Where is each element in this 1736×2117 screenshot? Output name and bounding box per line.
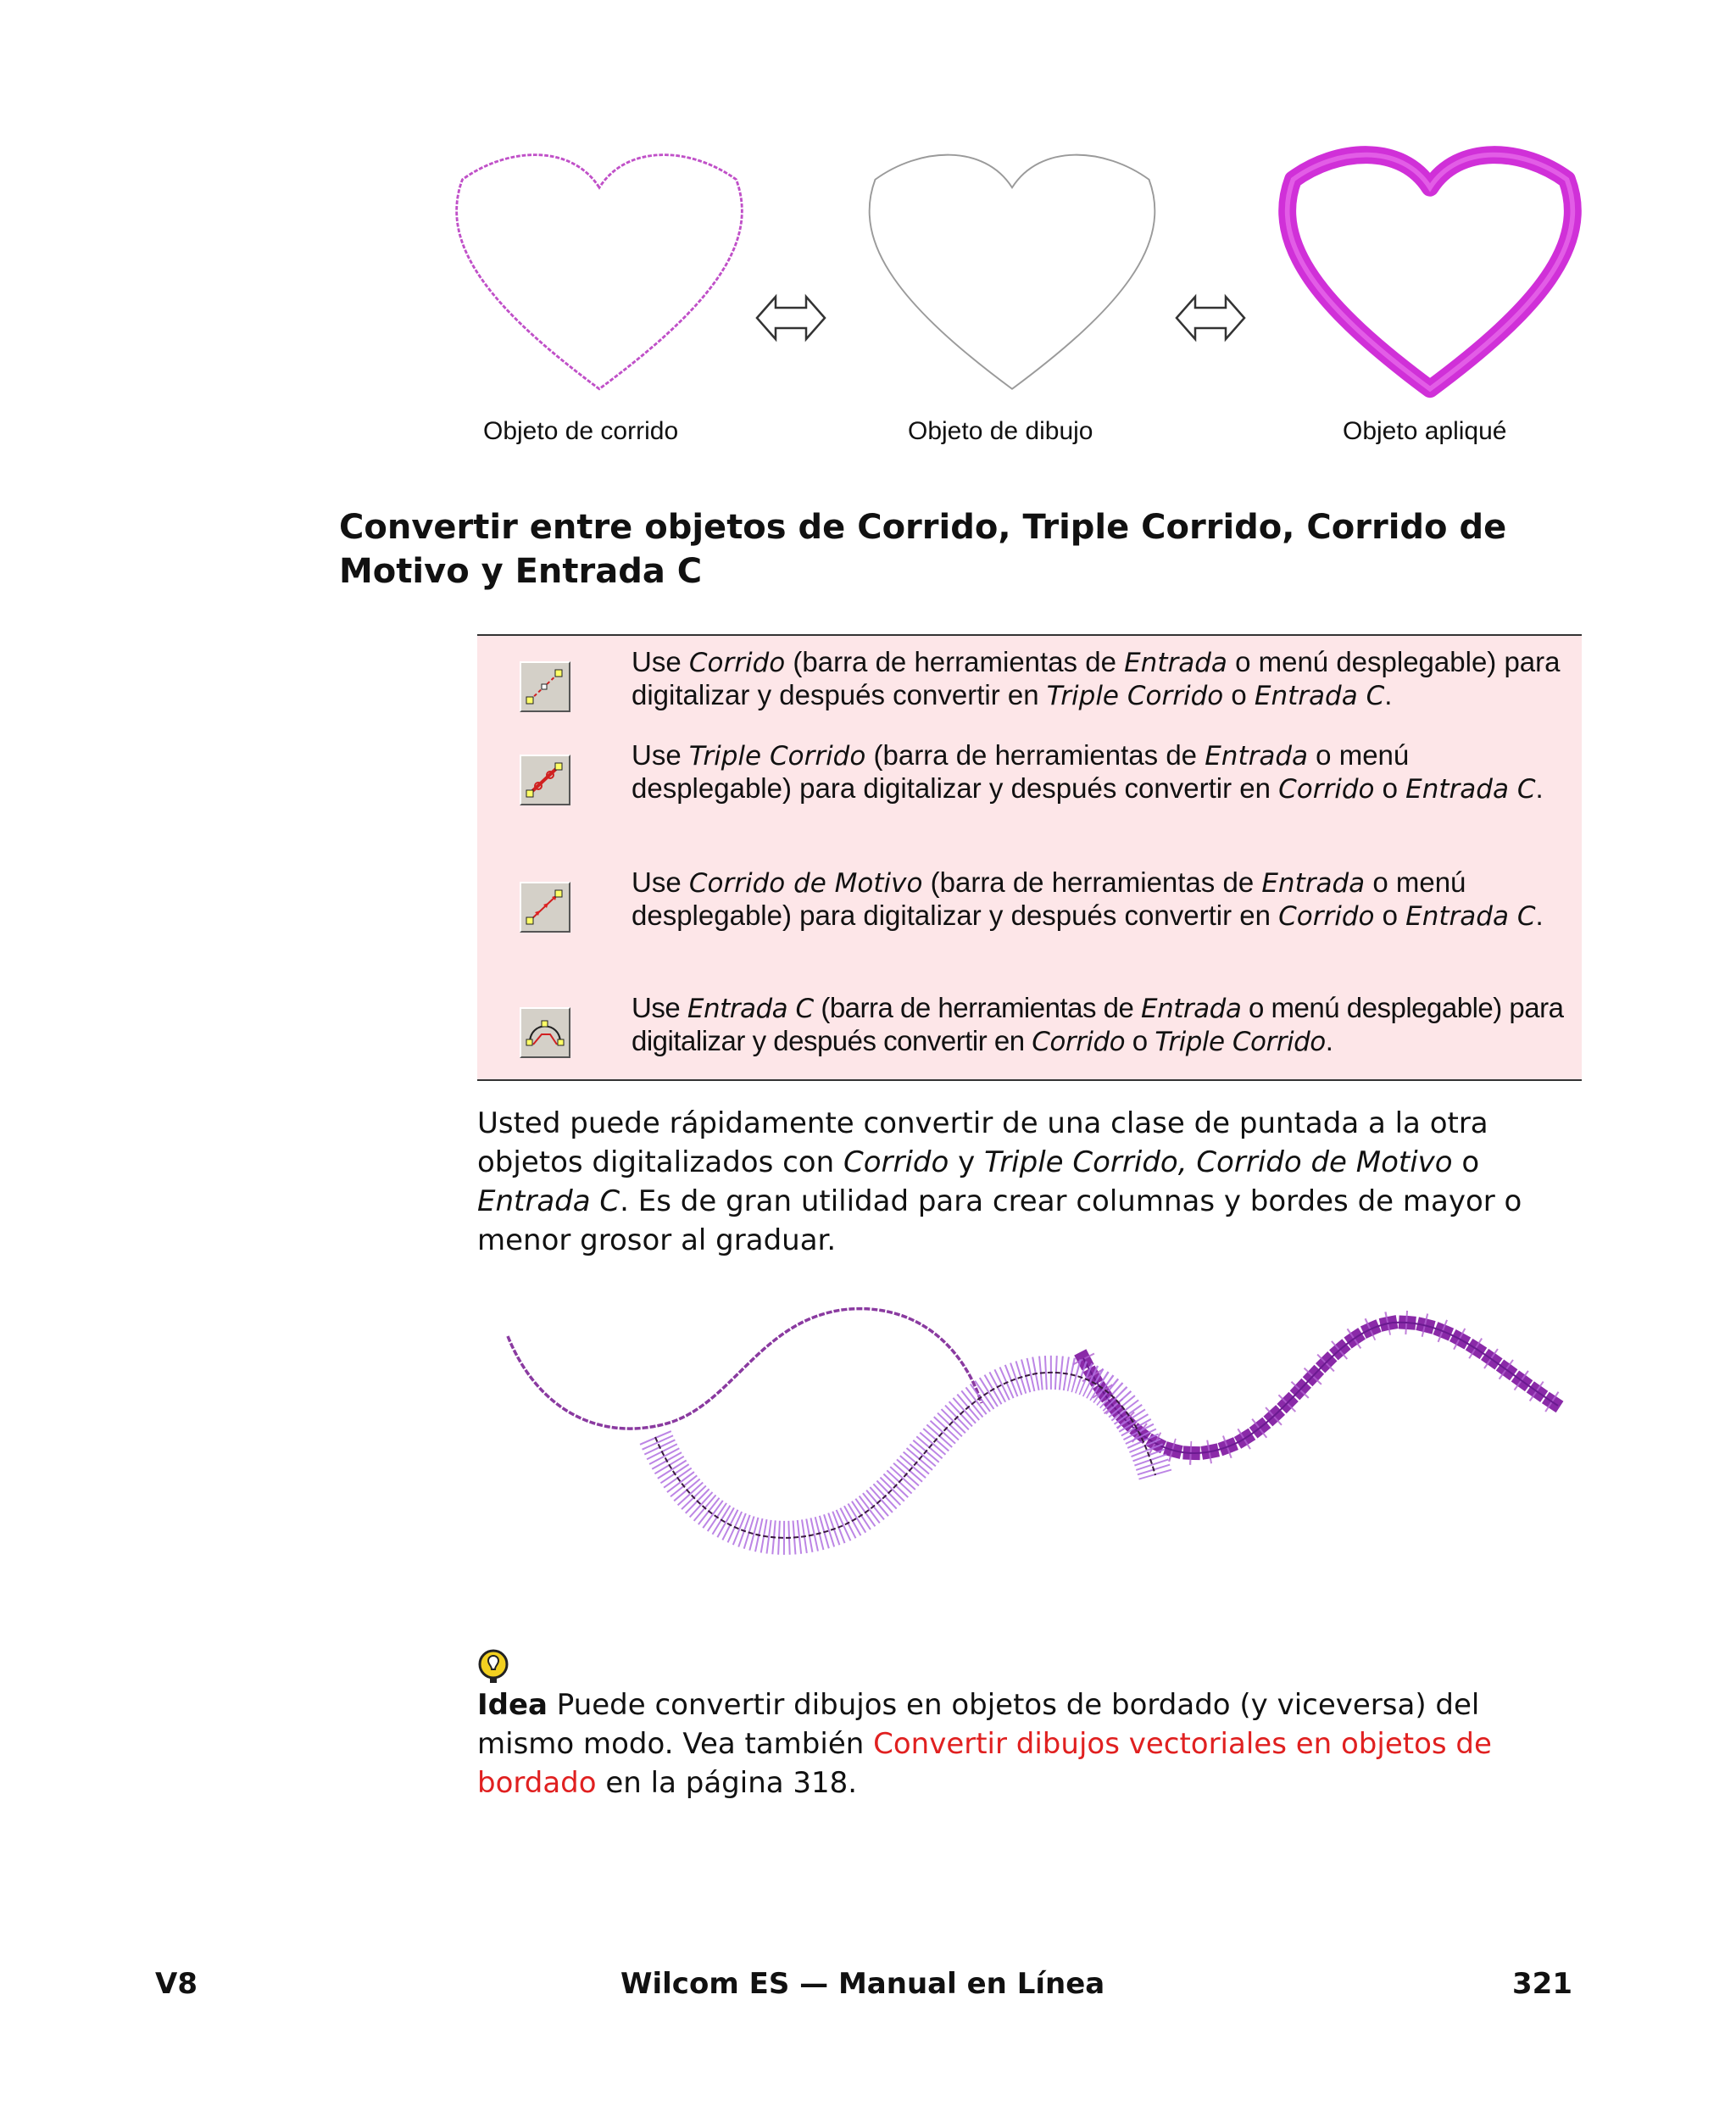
caption-drawing-object: Objeto de dibujo	[908, 417, 1093, 445]
run-object-heart	[457, 155, 743, 389]
footer-title: Wilcom ES — Manual en Línea	[620, 1967, 1105, 2001]
tools-table	[477, 634, 1582, 1081]
input-c-stitch-sample	[1083, 1323, 1558, 1453]
idea-label: Idea	[477, 1688, 548, 1722]
body-paragraph: Usted puede rápidamente convertir de una clase de puntada a la otra objetos digitalizados con Corrido y Triple Corrido, Corrido de Motivo o Entrada C. Es de gran utilidad para crear columnas y bordes de mayor o menor grosor al graduar.	[477, 1106, 1522, 1257]
footer-version: V8	[155, 1967, 198, 2001]
tool-description: Use Corrido de Motivo (barra de herramientas de Entrada o menú desplegable) para digitalizar y después convertir en Corrido o Entrada C.	[632, 866, 1544, 932]
run-stitch-sample	[508, 1309, 982, 1429]
tool-description: Use Corrido (barra de herramientas de Entrada o menú desplegable) para digitalizar y después convertir en Triple Corrido o Entrada C.	[632, 646, 1561, 711]
tool-description: Use Entrada C (barra de herramientas de Entrada o menú desplegable) para digitalizar y después convertir en Corrido o Triple Corrido.	[632, 992, 1564, 1057]
caption-run-object: Objeto de corrido	[483, 417, 679, 445]
footer-page-number: 321	[1512, 1967, 1572, 2001]
stitch-types-figure	[477, 1280, 1588, 1636]
idea-paragraph: Idea Puede convertir dibujos en objetos de bordado (y viceversa) del mismo modo. Vea también Convertir dibujos vectoriales en objetos de bordado en la página 318.	[477, 1688, 1492, 1800]
heart-comparison-figure	[424, 127, 1594, 458]
triple-run-tool-icon[interactable]	[520, 755, 570, 805]
motif-run-tool-icon[interactable]	[520, 882, 570, 933]
drawing-object-heart	[870, 155, 1155, 389]
section-title: Convertir entre objetos de Corrido, Triple Corrido, Corrido de Motivo y Entrada C	[339, 508, 1507, 591]
input-c-tool-icon[interactable]	[520, 1007, 570, 1058]
lightbulb-icon	[477, 1649, 509, 1685]
motif-run-stitch-sample	[655, 1373, 1155, 1538]
heart-figure-svg	[424, 127, 1594, 458]
double-arrow-icon	[1177, 297, 1244, 339]
run-tool-icon[interactable]	[520, 661, 570, 712]
cross-reference-link[interactable]: Convertir dibujos vectoriales en objetos de bordado	[477, 1727, 1492, 1800]
tool-description: Use Triple Corrido (barra de herramientas de Entrada o menú desplegable) para digitalizar y después convertir en Corrido o Entrada C.	[632, 739, 1544, 805]
double-arrow-icon	[757, 297, 825, 339]
caption-applique-object: Objeto apliqué	[1343, 417, 1507, 445]
